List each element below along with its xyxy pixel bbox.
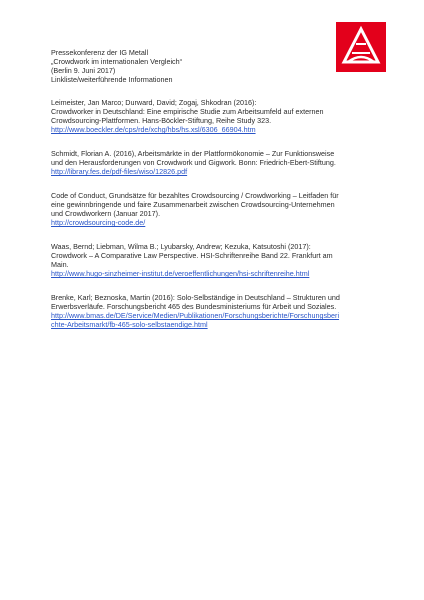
reference-line: Crowdwork – A Comparative Law Perspective. HSI-Schriftenreihe Band 22. Frankfurt am — [51, 251, 333, 260]
reference-line: Code of Conduct, Grundsätze für bezahltes Crowdsourcing / Crowdworking – Leitfaden für — [51, 191, 339, 200]
reference-link[interactable]: http://crowdsourcing-code.de/ — [51, 218, 146, 227]
reference-line: Crowdsourcing-Plattformen. Hans-Böckler-Stiftung, Reihe Study 323. — [51, 116, 272, 125]
header-line: „Crowdwork im internationalen Vergleich“ — [51, 57, 183, 66]
reference-link[interactable]: http://www.hugo-sinzheimer-institut.de/veroeffentlichungen/hsi-schriftenreihe.html — [51, 269, 310, 278]
press-header — [51, 48, 341, 84]
reference-entry — [51, 242, 341, 278]
reference-line: Leimeister, Jan Marco; Durward, David; Zogaj, Shkodran (2016): — [51, 98, 257, 107]
reference-line: und Crowdworkern (Januar 2017). — [51, 209, 161, 218]
ig-metall-logo — [336, 22, 386, 72]
reference-entry — [51, 149, 341, 176]
reference-line: Erwerbsverläufe. Forschungsbericht 465 des Bundesministeriums für Arbeit und Soziales. — [51, 302, 337, 311]
reference-link[interactable]: http://library.fes.de/pdf-files/wiso/12826.pdf — [51, 167, 188, 176]
reference-line: Crowdworker in Deutschland: Eine empirische Studie zum Arbeitsumfeld auf externen — [51, 107, 324, 116]
header-line: Linkliste/weiterführende Informationen — [51, 75, 173, 84]
document-content — [51, 48, 341, 329]
reference-line: und den Herausforderungen von Crowdwork und Gigwork. Bonn: Friedrich-Ebert-Stiftung. — [51, 158, 336, 167]
reference-line: eine gewinnbringende und faire Zusammenarbeit zwischen Crowdsourcing-Unternehmen — [51, 200, 335, 209]
reference-entry — [51, 293, 341, 329]
header-line: (Berlin 9. Juni 2017) — [51, 66, 116, 75]
reference-entry — [51, 98, 341, 134]
header-line: Pressekonferenz der IG Metall — [51, 48, 149, 57]
reference-link[interactable]: http://www.boeckler.de/cps/rde/xchg/hbs/hs.xsl/6306_66904.htm — [51, 125, 256, 134]
reference-line: Schmidt, Florian A. (2016), Arbeitsmärkte in der Plattformökonomie – Zur Funktionsweise — [51, 149, 335, 158]
reference-line: Brenke, Karl; Beznoska, Martin (2016): Solo-Selbständige in Deutschland – Strukturen und — [51, 293, 340, 302]
reference-list — [51, 98, 341, 329]
reference-line: Main. — [51, 260, 69, 269]
reference-entry — [51, 191, 341, 227]
reference-line: Waas, Bernd; Liebman, Wilma B.; Lyubarsky, Andrew; Kezuka, Katsutoshi (2017): — [51, 242, 311, 251]
reference-link[interactable]: http://www.bmas.de/DE/Service/Medien/Publikationen/Forschungsberichte/Forschungsberichte-Arbeitsmarkt/fb-465-solo-selbstaendige.html — [51, 311, 340, 329]
